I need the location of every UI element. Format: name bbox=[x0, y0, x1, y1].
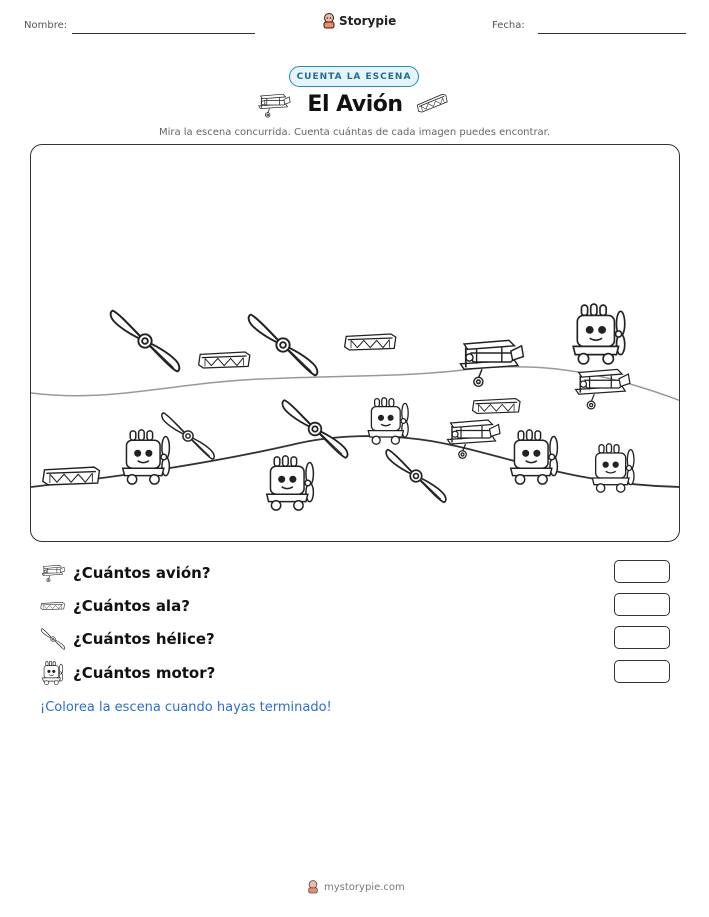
airplane-icon bbox=[448, 420, 501, 458]
storypie-logo bbox=[322, 13, 396, 29]
question-row-propeller bbox=[40, 626, 670, 652]
question-text: ¿Cuántos motor? bbox=[73, 664, 216, 682]
engine-icon bbox=[592, 444, 634, 492]
wing-icon bbox=[472, 399, 520, 414]
activity-badge: CUENTA LA ESCENA bbox=[289, 66, 419, 87]
question-row-airplane bbox=[40, 560, 670, 586]
title-airplane-icon bbox=[256, 90, 292, 120]
answer-box-propeller[interactable] bbox=[614, 626, 670, 649]
name-label: Nombre: bbox=[24, 20, 68, 31]
airplane-icon bbox=[40, 560, 66, 586]
coloring-note: ¡Colorea la escena cuando hayas terminado! bbox=[40, 700, 332, 715]
instructions: Mira la escena concurrida. Cuenta cuántas de cada imagen puedes encontrar. bbox=[158, 127, 551, 138]
question-row-engine bbox=[40, 660, 670, 686]
wing-icon bbox=[199, 352, 250, 368]
storypie-mascot-icon bbox=[307, 880, 319, 894]
title-wing-icon bbox=[416, 93, 450, 115]
page-title: El Avión bbox=[307, 92, 403, 117]
airplane-icon bbox=[576, 369, 630, 409]
engine-icon bbox=[511, 430, 558, 484]
propeller-icon bbox=[386, 450, 446, 503]
name-field-line[interactable] bbox=[72, 33, 255, 34]
site-url[interactable]: mystorypie.com bbox=[324, 881, 405, 893]
airplane-icon bbox=[460, 340, 523, 386]
propeller-icon bbox=[282, 400, 347, 458]
question-text: ¿Cuántos ala? bbox=[73, 597, 190, 615]
engine-icon bbox=[267, 456, 314, 510]
date-label: Fecha: bbox=[492, 20, 525, 31]
engine-icon bbox=[368, 398, 408, 444]
engine-icon bbox=[573, 304, 625, 364]
question-row-wing bbox=[40, 593, 670, 619]
wing-icon bbox=[40, 593, 66, 619]
answer-box-airplane[interactable] bbox=[614, 560, 670, 583]
scene-illustration bbox=[31, 145, 680, 542]
date-field-line[interactable] bbox=[538, 33, 686, 34]
storypie-mascot-icon bbox=[322, 13, 336, 29]
answer-box-wing[interactable] bbox=[614, 593, 670, 616]
counting-scene bbox=[30, 144, 680, 542]
engine-icon bbox=[123, 430, 170, 484]
answer-box-engine[interactable] bbox=[614, 660, 670, 683]
site-footer bbox=[307, 880, 405, 894]
propeller-icon bbox=[40, 626, 66, 652]
propeller-icon bbox=[111, 311, 180, 372]
brand-name: Storypie bbox=[339, 14, 397, 28]
engine-icon bbox=[40, 660, 66, 686]
question-text: ¿Cuántos hélice? bbox=[73, 630, 215, 648]
wing-icon bbox=[345, 334, 396, 350]
wing-icon bbox=[43, 467, 100, 485]
propeller-icon bbox=[249, 315, 318, 376]
question-text: ¿Cuántos avión? bbox=[73, 564, 211, 582]
